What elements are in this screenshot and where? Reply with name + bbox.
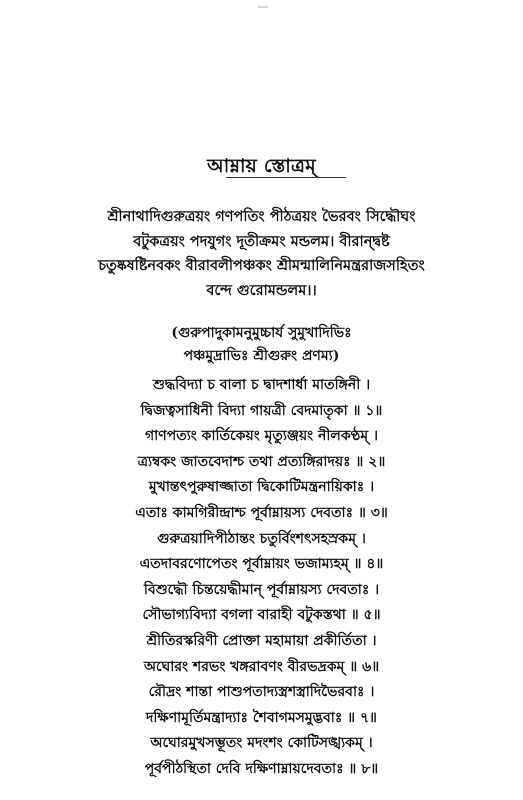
verse-line: গাণপত্যং কার্তিকেয়ং মৃত্যুঞ্জয়ং নীলকণ্ঠম্ । bbox=[145, 428, 378, 445]
verse-line: সৌভাগ্যবিদ্যা বগলা বারাহী বটুকস্তথা ॥ ৫॥ bbox=[142, 607, 381, 624]
verse-line: ত্র্যম্বকং জাতবেদাশ্চ তথা প্রত্যঙ্গিরাদয়ঃ ॥ ২॥ bbox=[137, 453, 386, 470]
intro-line: বটুকত্রয়ং পদযুগং দূতীক্রমং মন্ডলম। বীরান্দ্বষ্ট bbox=[133, 232, 390, 250]
verse-line: গুরুত্রয়াদিপীঠান্তং চতুর্বিংশৎসহস্রকম্ । bbox=[157, 530, 366, 547]
intro-line: বন্দে গুরোমন্ডলম।। bbox=[206, 281, 317, 299]
verse-line: দ্বিজত্বসাধিনী বিদ্যা গায়ত্রী বেদমাতৃকা ॥ ১॥ bbox=[140, 402, 383, 419]
verse-line: এতাঃ কামগিরীন্দ্রাশ্চ পূর্বাম্নায়স্য দেবতাঃ ॥ ৩॥ bbox=[135, 504, 388, 521]
rubric-instruction bbox=[0, 322, 523, 368]
intro-line: শ্রীনাথাদিগুরুত্রয়ং গণপতিং পীঠত্রয়ং ভৈরবং সিদ্ধৌঘং bbox=[107, 208, 416, 225]
verse-line: অঘোরমুখসম্ভূতং মদংশং কোটিসঙ্খ্যকম্ । bbox=[150, 735, 373, 752]
verse-line: এতদাবরণোপেতং পূর্বাম্নায়ং ভজাম্যহম্ ॥ ৪॥ bbox=[139, 556, 384, 573]
verse-line: রৌদ্রং শান্তা পাশুপতাদ্যস্ত্রশস্ত্রাদিভৈরবাঃ । bbox=[148, 684, 375, 701]
verse-line: বিশুদ্ধৌ চিন্তয়েদ্ধীমান্ পূর্বাম্নায়স্য দেবতাঃ । bbox=[143, 581, 380, 598]
title-underline bbox=[226, 177, 346, 178]
intro-verse bbox=[0, 205, 523, 303]
scan-mark bbox=[258, 6, 268, 8]
page-title: আম্নায় স্তোত্রম্ bbox=[207, 155, 316, 177]
verse-line: অঘোরং শরভং খঙ্গরাবণং বীরভদ্রকম্ ॥ ৬॥ bbox=[143, 658, 380, 675]
rubric-line: (গুরুপাদুকামনুমুচ্চার্য সুমুখাদিভিঃ bbox=[171, 325, 352, 341]
rubric-line: পঞ্চমুদ্রাভিঃ শ্রীগুরুং প্রণম্য) bbox=[183, 348, 340, 364]
verse-block bbox=[0, 373, 523, 783]
verse-line: দক্ষিণামূর্তিমন্ত্রাদ্যাঃ শৈবাগমসমুদ্ভবাঃ ॥ ৭॥ bbox=[146, 709, 377, 726]
verse-line: শ্রীতিরস্করিণী প্রোক্তা মহামায়া প্রকীর্তিতা । bbox=[146, 632, 377, 649]
verse-line: মুখান্তৎপুরুষাজ্জাতা দ্বিকোটিমন্ত্রনায়িকাঃ । bbox=[148, 479, 375, 496]
verse-line: পূর্বপীঠস্থিতা দেবি দক্ষিণাম্নায়দেবতাঃ ॥ ৮॥ bbox=[144, 760, 379, 777]
intro-line: চতুষ্কষষ্টিনবকং বীরাবলীপঞ্চকং শ্রীমন্মালিনিমন্ত্ররাজসহিতং bbox=[98, 257, 425, 274]
verse-line: শুদ্ধবিদ্যা চ বালা চ দ্বাদশার্ধা মাতঙ্গিনী । bbox=[152, 377, 371, 393]
